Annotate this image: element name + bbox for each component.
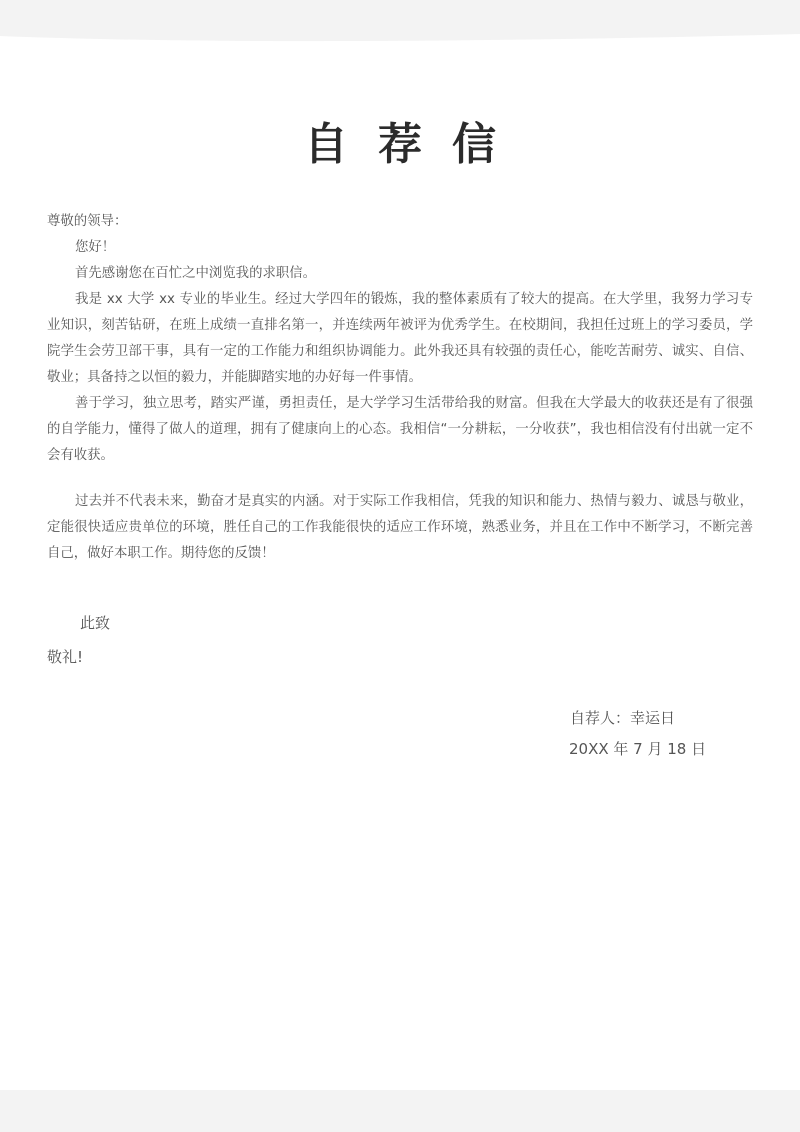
closing-phrase: 此致 <box>80 614 111 632</box>
signer-line: 自荐人：幸运日 <box>570 709 676 727</box>
greeting: 您好！ <box>75 240 116 255</box>
page-top-curve <box>0 0 800 60</box>
salutation: 尊敬的领导： <box>47 214 128 229</box>
paragraph-3: 善于学习，独立思考，踏实严谨，勇担责任，是大学学习生活带给我的财富。但我在大学最大的收获还是有了很强的自学能力，懂得了做人的道理，拥有了健康向上的心态。我相信“一分耕耘，一分收获”，我也相信没有付出就一定不会有收获。 <box>47 396 753 463</box>
paragraph-4: 过去并不代表未来，勤奋才是真实的内涵。对于实际工作我相信，凭我的知识和能力、热情与毅力、诚恳与敬业，定能很快适应贵单位的环境，胜任自己的工作我能很快的适应工作环境，熟悉业务，并且在工作中不断学习，不断完善自己，做好本职工作。期待您的反馈！ <box>47 494 753 561</box>
paragraph-1: 首先感谢您在百忙之中浏览我的求职信。 <box>75 266 317 281</box>
letter-title: 自荐信 <box>304 119 526 170</box>
letter-body <box>47 209 753 567</box>
closing-salute: 敬礼! <box>47 648 84 666</box>
date-line: 20XX 年 7 月 18 日 <box>569 740 707 758</box>
paragraph-2: 我是 xx 大学 xx 专业的毕业生。经过大学四年的锻炼，我的整体素质有了较大的提高。在大学里，我努力学习专业知识，刻苦钻研，在班上成绩一直排名第一，并连续两年被评为优秀学生。在校期间，我担任过班上的学习委员，学院学生会劳卫部干事，具有一定的工作能力和组织协调能力。此外我还具有较强的责任心，能吃苦耐劳、诚实、自信、敬业；具备持之以恒的毅力，并能脚踏实地的办好每一件事情。 <box>47 292 753 385</box>
